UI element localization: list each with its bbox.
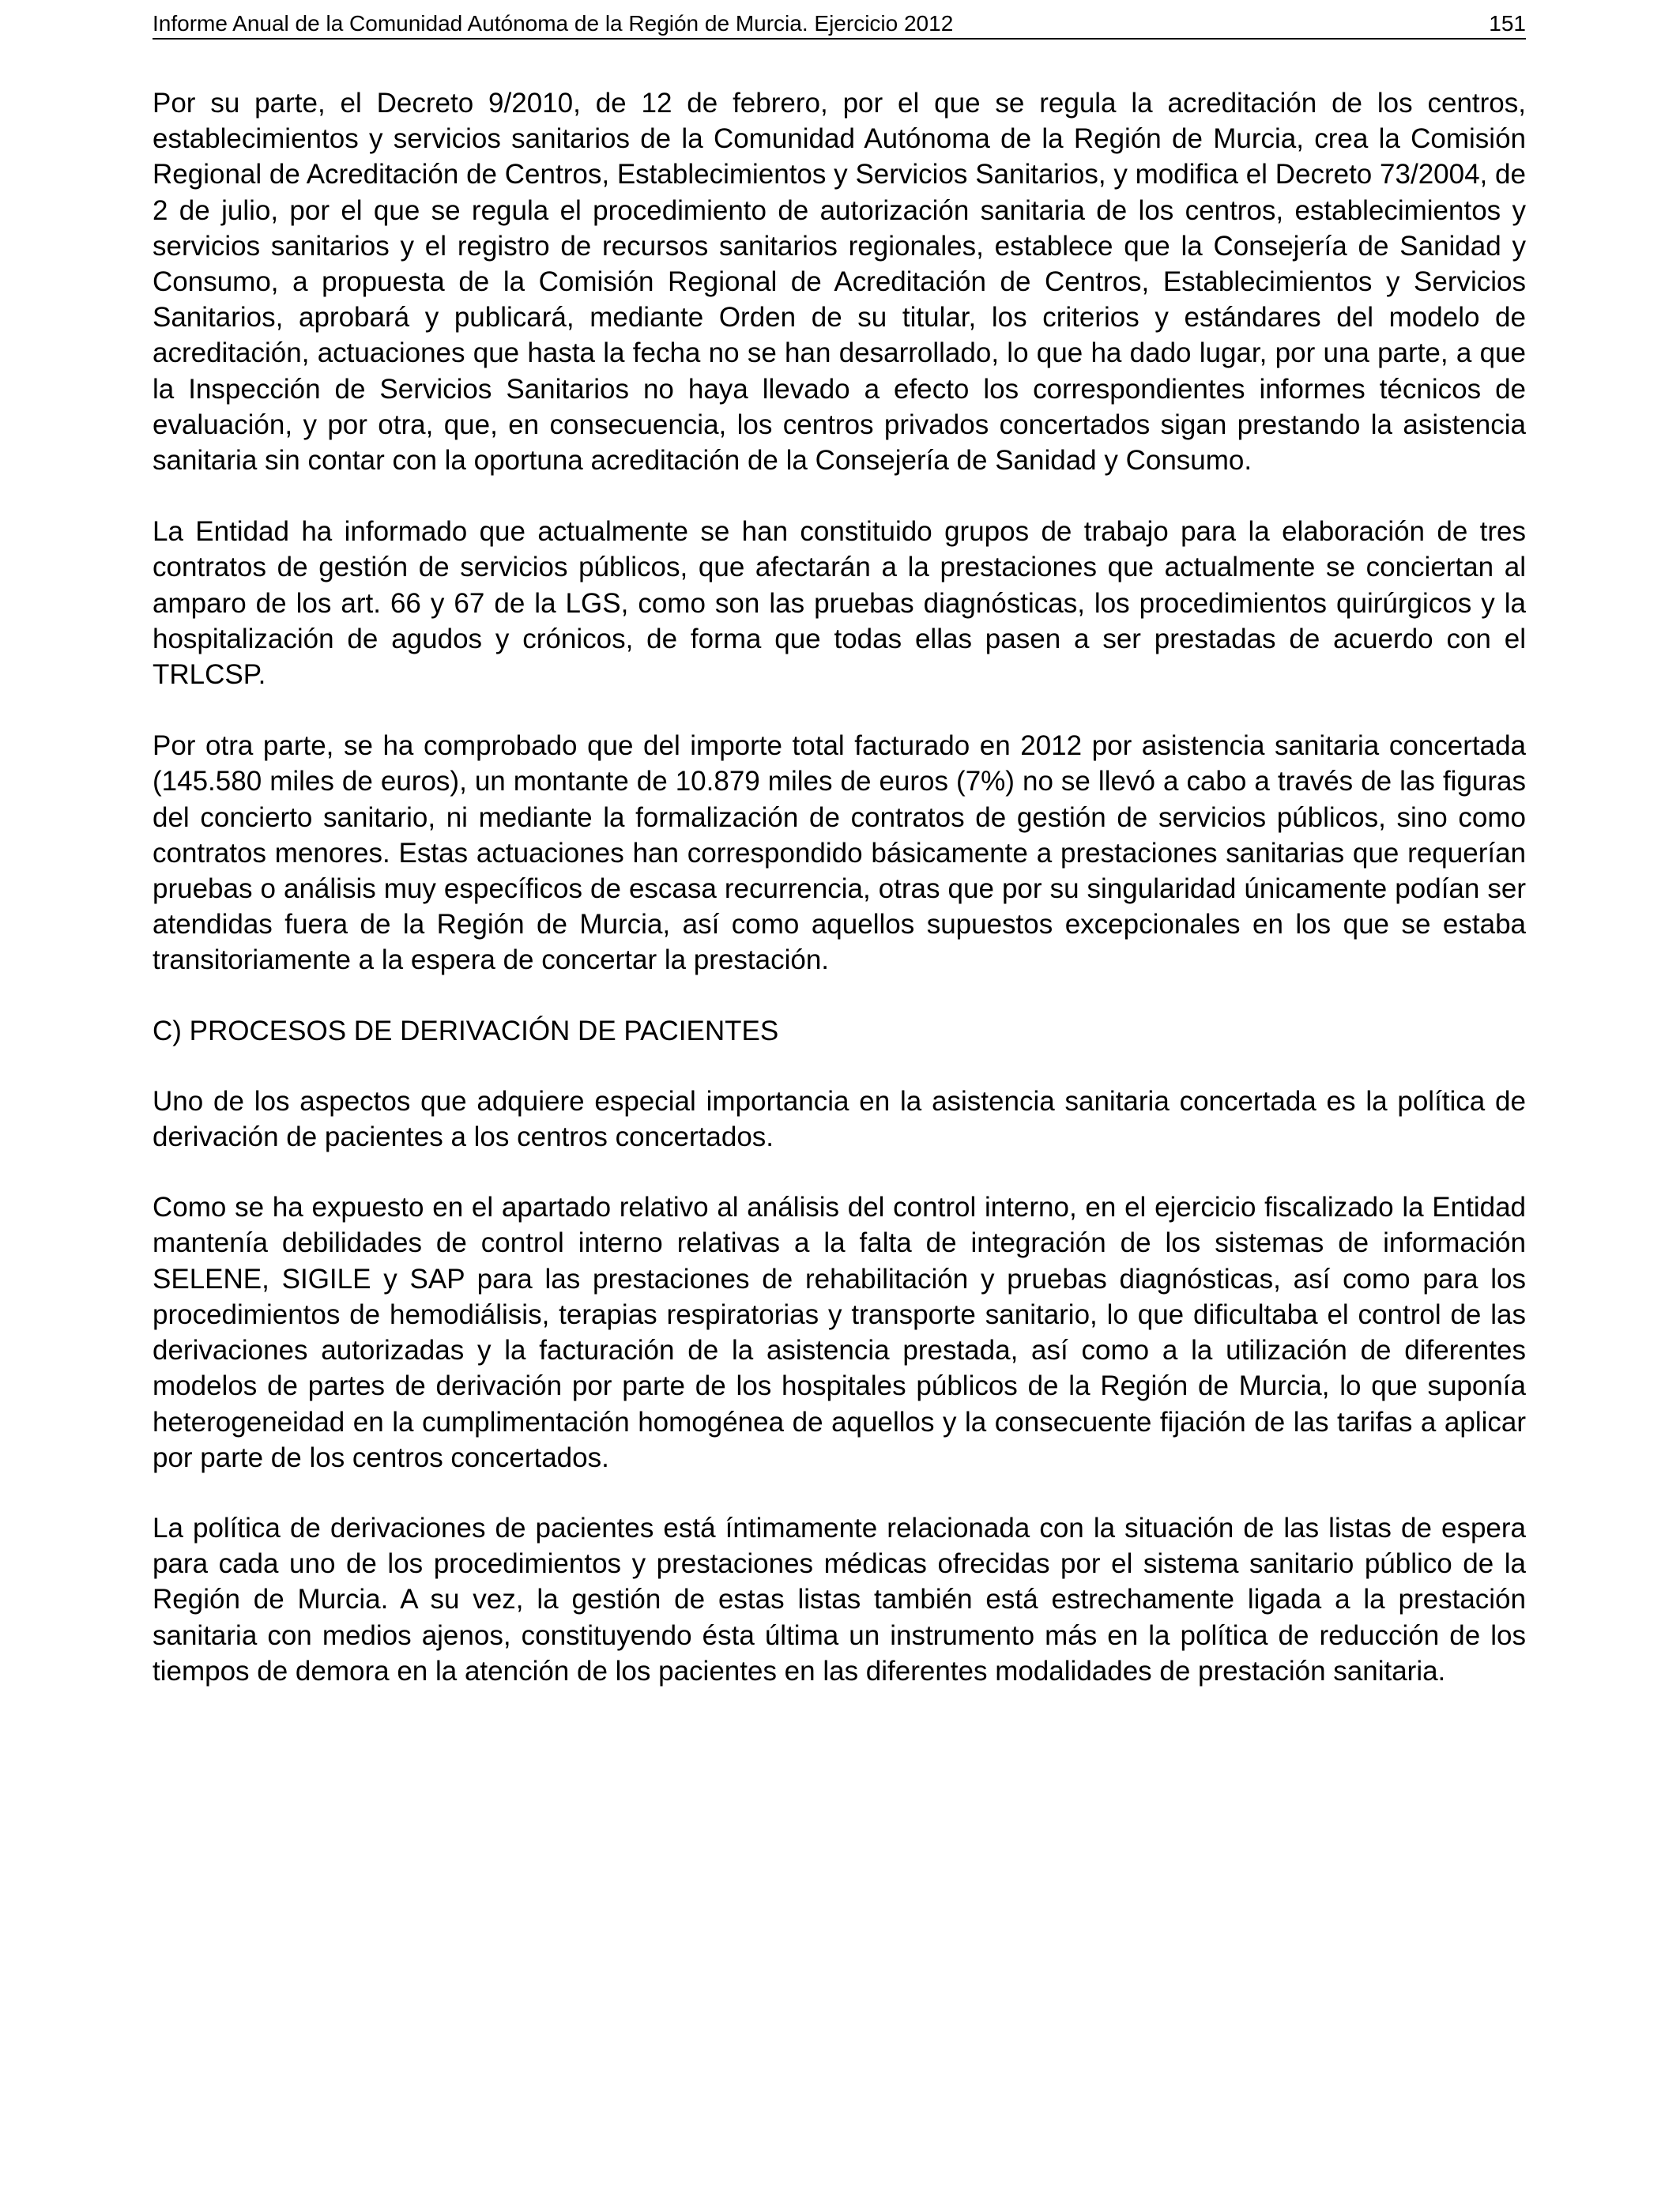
paragraph-control-interno: Como se ha expuesto en el apartado relativo al análisis del control interno, en el ejercicio fiscalizado la Entidad mantenía debilidades de control interno relativas a la falta de integración de los sistemas de información SELENE, SIGILE y SAP para las prestaciones de rehabilitación y pruebas diagnósticas, así como para los procedimientos de hemodiálisis, terapias respiratorias y transporte sanitario, lo que dificultaba el control de las derivaciones autorizadas y la facturación de la asistencia prestada, así como a la utilización de diferentes modelos de partes de derivación por parte de los hospitales públicos de la Región de Murcia, lo que suponía heterogeneidad en la cumplimentación homogénea de aquellos y la consecuente fijación de las tarifas a aplicar por parte de los centros concertados. [153,1192,1526,1473]
page-number: 151 [1489,11,1526,36]
paragraph-politica-derivacion: Uno de los aspectos que adquiere especial importancia en la asistencia sanitaria concertada es la política de derivación de pacientes a los centros concertados. [153,1085,1526,1153]
paragraph-grupos-trabajo: La Entidad ha informado que actualmente se han constituido grupos de trabajo para la elaboración de tres contratos de gestión de servicios públicos, que afectarán a la prestaciones que actualmente se conciertan al amparo de los art. 66 y 67 de la LGS, como son las pruebas diagnósticas, los procedimientos quirúrgicos y la hospitalización de agudos y crónicos, de forma que todas ellas pasen a ser prestadas de acuerdo con el TRLCSP. [153,516,1526,691]
body-text [153,85,1526,1725]
paragraph-decreto-acreditacion: Por su parte, el Decreto 9/2010, de 12 de febrero, por el que se regula la acreditación de los centros, establecimientos y servicios sanitarios de la Comunidad Autónoma de la Región de Murcia, crea la Comisión Regional de Acreditación de Centros, Establecimientos y Servicios Sanitarios, y modifica el Decreto 73/2004, de 2 de julio, por el que se regula el procedimiento de autorización sanitaria de los centros, establecimientos y servicios sanitarios y el registro de recursos sanitarios regionales, establece que la Consejería de Sanidad y Consumo, a propuesta de la Comisión Regional de Acreditación de Centros, Establecimientos y Servicios Sanitarios, aprobará y publicará, mediante Orden de su titular, los criterios y estándares del modelo de acreditación, actuaciones que hasta la fecha no se han desarrollado, lo que ha dado lugar, por una parte, a que la Inspección de Servicios Sanitarios no haya llevado a efecto los correspondientes informes técnicos de evaluación, y por otra, que, en consecuencia, los centros privados concertados sigan prestando la asistencia sanitaria sin contar con la oportuna acreditación de la Consejería de Sanidad y Consumo. [153,88,1526,477]
report-title: Informe Anual de la Comunidad Autónoma de la Región de Murcia. Ejercicio 2012 [153,11,954,36]
section-heading: C) PROCESOS DE DERIVACIÓN DE PACIENTES [153,1015,779,1046]
paragraph-contratos-menores: Por otra parte, se ha comprobado que del importe total facturado en 2012 por asistencia sanitaria concertada (145.580 miles de euros), un montante de 10.879 miles de euros (7%) no se llevó a cabo a través de las figuras del concierto sanitario, ni mediante la formalización de contratos de gestión de servicios públicos, sino como contratos menores. Estas actuaciones han correspondido básicamente a prestaciones sanitarias que requerían pruebas o análisis muy específicos de escasa recurrencia, otras que por su singularidad únicamente podían ser atendidas fuera de la Región de Murcia, así como aquellos supuestos excepcionales en los que se estaba transitoriamente a la espera de concertar la prestación. [153,730,1526,976]
running-header [153,6,1526,40]
paragraph-listas-espera: La política de derivaciones de pacientes está íntimamente relacionada con la situación de las listas de espera para cada uno de los procedimientos y prestaciones médicas ofrecidas por el sistema sanitario público de la Región de Murcia. A su vez, la gestión de estas listas también está estrechamente ligada a la prestación sanitaria con medios ajenos, constituyendo ésta última un instrumento más en la política de reducción de los tiempos de demora en la atención de los pacientes en las diferentes modalidades de prestación sanitaria. [153,1512,1526,1687]
